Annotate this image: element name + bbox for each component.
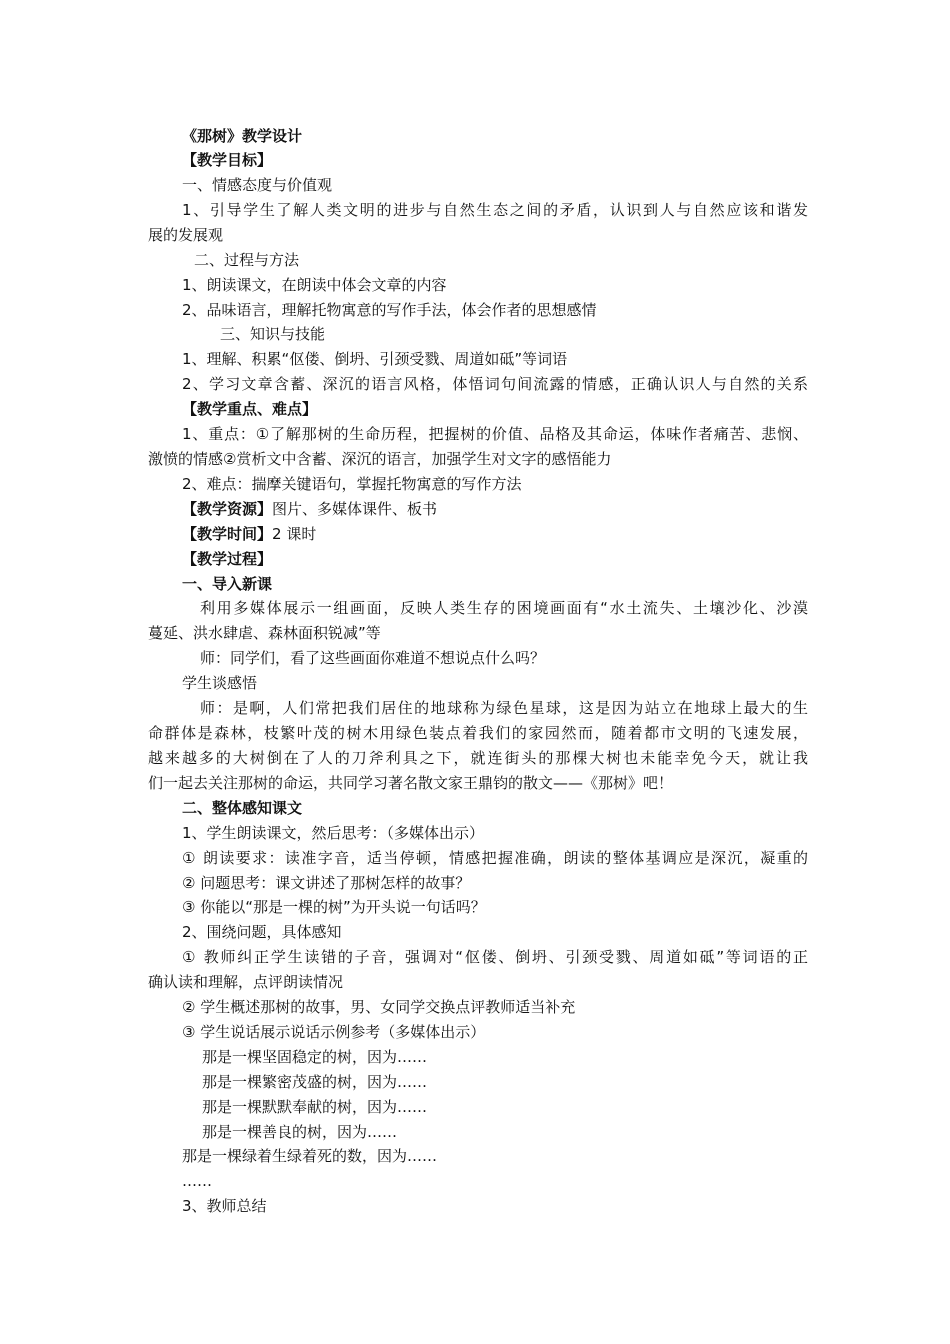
text-line: 越来越多的大树倒在了人的刀斧利具之下，就连街头的那棵大树也未能幸免今天，就让我 — [148, 749, 808, 767]
text-line: 那是一棵坚固稳定的树，因为…… — [202, 1048, 428, 1066]
text-line: 那是一棵繁密茂盛的树，因为…… — [202, 1073, 428, 1091]
section-label: 【教学资源】 — [182, 500, 273, 518]
text-line: 【教学目标】 — [182, 151, 273, 169]
text-line: 2、品味语言，理解托物寓意的写作手法，体会作者的思想感情 — [182, 301, 597, 319]
text-line: 【教学过程】 — [182, 550, 273, 568]
text-line: 二、整体感知课文 — [182, 799, 303, 817]
text-line: 师：同学们，看了这些画面你难道不想说点什么吗？ — [200, 649, 546, 667]
text-line: 师：是啊，人们常把我们居住的地球称为绿色星球，这是因为站立在地球上最大的生 — [200, 699, 808, 717]
text-line: 确认读和理解，点评朗读情况 — [148, 973, 344, 991]
text-line: 【教学重点、难点】 — [182, 400, 318, 418]
text-line: 3、教师总结 — [182, 1197, 267, 1215]
text-line: ③ 学生说话展示说话示例参考（多媒体出示） — [182, 1023, 486, 1041]
text-line: 1、重点：①了解那树的生命历程，把握树的价值、品格及其命运，体味作者痛苦、悲悯、 — [182, 425, 808, 443]
text-line: 展的发展观 — [148, 226, 224, 244]
section-value: 图片、多媒体课件、板书 — [272, 500, 438, 518]
text-line: 那是一棵默默奉献的树，因为…… — [202, 1098, 428, 1116]
text-line: ② 问题思考：课文讲述了那树怎样的故事？ — [182, 874, 471, 892]
text-line: ① 朗读要求：读准字音，适当停顿，情感把握准确，朗读的整体基调应是深沉，凝重的 — [182, 849, 808, 867]
text-line: 1、学生朗读课文，然后思考：（多媒体出示） — [182, 824, 485, 842]
text-line: 1、朗读课文，在朗读中体会文章的内容 — [182, 276, 447, 294]
text-line: 1、理解、积累“伛偻、倒坍、引颈受戮、周道如砥”等词语 — [182, 350, 568, 368]
text-line: …… — [182, 1172, 212, 1190]
text-line: ② 学生概述那树的故事，男、女同学交换点评教师适当补充 — [182, 998, 576, 1016]
text-line: 们一起去关注那树的命运，共同学习著名散文家王鼎钧的散文——《那树》吧！ — [148, 774, 674, 792]
text-line: 一、情感态度与价值观 — [182, 176, 333, 194]
text-line: ① 教师纠正学生读错的子音，强调对“伛偻、倒坍、引颈受戮、周道如砥”等词语的正 — [182, 948, 808, 966]
text-line: 那是一棵绿着生绿着死的数，因为…… — [182, 1147, 438, 1165]
text-line: 命群体是森林，枝繁叶茂的树木用绿色装点着我们的家园然而，随着都市文明的飞速发展， — [148, 724, 808, 742]
text-line: 二、过程与方法 — [194, 251, 300, 269]
text-line: 《那树》教学设计 — [182, 127, 303, 145]
text-line: 激愤的情感②赏析文中含蓄、深沉的语言，加强学生对文字的感悟能力 — [148, 450, 612, 468]
section-label: 【教学时间】 — [182, 525, 273, 543]
text-line: 蔓延、洪水肆虐、森林面积锐减”等 — [148, 624, 381, 642]
text-line: 2、围绕问题，具体感知 — [182, 923, 342, 941]
text-line: 一、导入新课 — [182, 575, 273, 593]
text-line: ③ 你能以“那是一棵的树”为开头说一句话吗？ — [182, 898, 486, 916]
text-line — [182, 497, 808, 522]
section-value: 2 课时 — [272, 525, 317, 543]
text-line: 三、知识与技能 — [220, 325, 326, 343]
text-line: 2、学习文章含蓄、深沉的语言风格，体悟词句间流露的情感，正确认识人与自然的关系 — [182, 375, 808, 393]
text-line: 2、难点：揣摩关键语句，掌握托物寓意的写作方法 — [182, 475, 522, 493]
text-line: 那是一棵善良的树，因为…… — [202, 1123, 398, 1141]
text-line — [182, 522, 808, 547]
text-line: 学生谈感悟 — [182, 674, 258, 692]
text-line: 利用多媒体展示一组画面，反映人类生存的困境画面有“水土流失、土壤沙化、沙漠 — [200, 599, 808, 617]
text-line: 1、引导学生了解人类文明的进步与自然生态之间的矛盾，认识到人与自然应该和谐发 — [182, 201, 808, 219]
